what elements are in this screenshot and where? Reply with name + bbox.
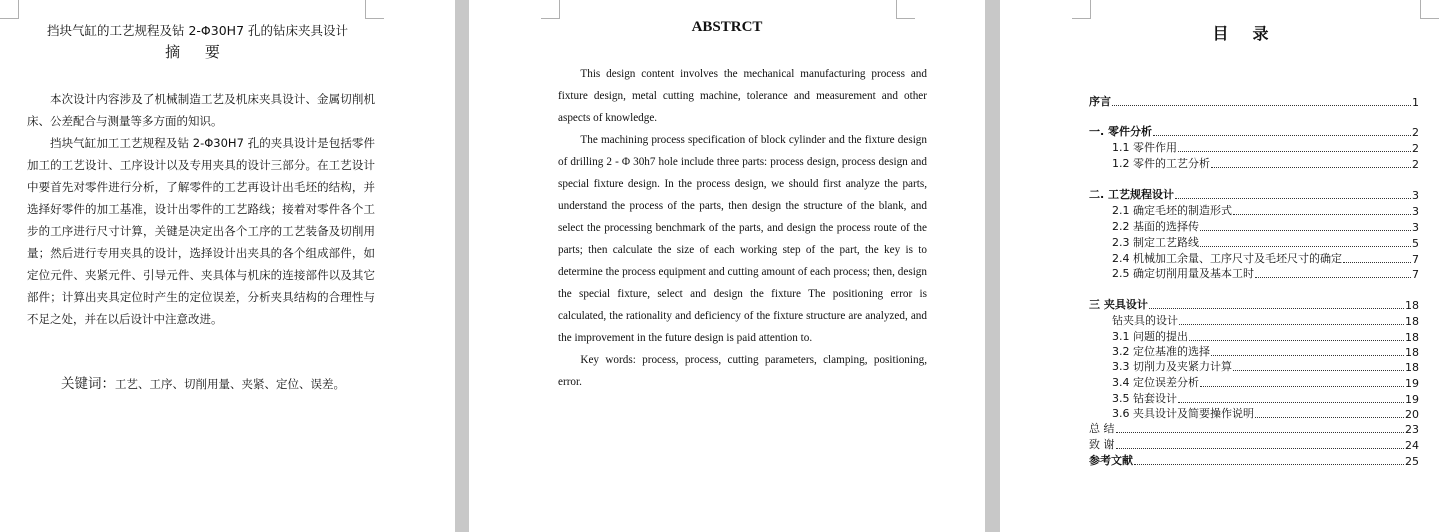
toc-entry[interactable]: 1.1 零件作用 2 — [1112, 141, 1419, 155]
abstract-heading: 摘 要 — [165, 43, 230, 61]
page-corner-mark — [896, 0, 915, 19]
abstract-paragraph: 本次设计内容涉及了机械制造工艺及机床夹具设计、金属切削机床、公差配合与测量等多方面的知识。 — [27, 92, 375, 128]
toc-entry[interactable]: 3.5 钻套设计 19 — [1112, 392, 1419, 406]
document-title: 挡块气缸的工艺规程及钻 2-Φ30H7 孔的钻床夹具设计 — [46, 23, 348, 38]
toc-entry[interactable]: 二. 工艺规程设计 3 — [1089, 188, 1419, 202]
document-page-1 — [0, 0, 455, 532]
toc-entry[interactable]: 3.6 夹具设计及简要操作说明 20 — [1112, 407, 1419, 421]
toc-entry[interactable]: 一. 零件分析 2 — [1089, 125, 1419, 139]
toc-entry[interactable]: 2.5 确定切削用量及基本工时 7 — [1112, 267, 1419, 281]
toc-heading: 目录 — [1212, 24, 1293, 43]
toc-entry[interactable]: 序言 1 — [1089, 95, 1419, 109]
abstract-en-keywords: Key words: process, process, cutting parameters, clamping, positioning, error. — [558, 354, 927, 388]
toc-entry[interactable]: 3.4 定位误差分析 19 — [1112, 376, 1419, 390]
page-corner-mark — [0, 0, 19, 19]
toc-entry[interactable]: 参考文献 25 — [1089, 454, 1419, 468]
keywords-text: 工艺、工序、切削用量、夹紧、定位、误差。 — [115, 377, 345, 391]
toc-entry[interactable]: 2.2 基面的选择传 3 — [1112, 220, 1419, 234]
toc-entry[interactable]: 3.3 切削力及夹紧力计算 18 — [1112, 360, 1419, 374]
document-page-2 — [469, 0, 985, 532]
abstract-en-body — [558, 63, 927, 393]
page-corner-mark — [1420, 0, 1439, 19]
toc-entry[interactable]: 3.2 定位基准的选择 18 — [1112, 345, 1419, 359]
abstract-paragraph: 挡块气缸加工工艺规程及钻 2-Φ30H7 孔的夹具设计是包括零件加工的工艺设计、工序设计以及专用夹具的设计三部分。在工艺设计中要首先对零件进行分析，了解零件的工艺再设计出毛坯的结构，并选择好零件的加工基准，设计出零件的工艺路线；接着对零件各个工步的工序进行尺寸计算，关键是决定出各个工序的工艺装备及切削用量；然后进行专用夹具的设计，选择设计出夹具的各个组成部件，如定位元件、夹紧元件、引导元件、夹具体与机床的连接部件以及其它部件；计算出夹具定位时产生的定位误差，分析夹具结构的合理性与不足之处，并在以后设计中注意改进。 — [27, 136, 375, 326]
toc-entry[interactable]: 3.1 问题的提出 18 — [1112, 330, 1419, 344]
toc-entry[interactable]: 2.1 确定毛坯的制造形式 3 — [1112, 204, 1419, 218]
page-corner-mark — [1072, 0, 1091, 19]
keywords-label: 关键词： — [61, 376, 115, 392]
toc-entry[interactable]: 钻夹具的设计 18 — [1112, 314, 1419, 328]
page-corner-mark — [365, 0, 384, 19]
toc-entry[interactable]: 2.4 机械加工余量、工序尺寸及毛坯尺寸的确定 7 — [1112, 252, 1419, 266]
abstract-en-paragraph: The machining process specification of block cylinder and the fixture design of drilling 2 - Φ 30h7 hole include three parts: process design, process design and special fixture design. In the process design, we should first analyze the parts, understand the process of the parts, then design the structure of the blank, and select the processing benchmark of the parts, and design the process route of the parts; then calculate the size of each working step of the part, the key is to determine the process equipment and cutting amount of each process; then, design the special fixture, select and design the fixture The positioning error is calculated, the rationality and deficiency of the fixture structure are analyzed, and the improvement in the future design is paid attention to. — [558, 134, 927, 344]
keywords-line — [61, 372, 345, 392]
abstract-en-heading: ABSTRCT — [691, 19, 763, 35]
toc-entry[interactable]: 2.3 制定工艺路线 5 — [1112, 236, 1419, 250]
toc-entry[interactable]: 总 结 23 — [1089, 422, 1419, 436]
toc-entry[interactable]: 1.2 零件的工艺分析 2 — [1112, 157, 1419, 171]
abstract-en-paragraph: This design content involves the mechanical manufacturing process and fixture design, metal cutting machine, tolerance and measurement and other aspects of knowledge. — [558, 68, 927, 124]
toc-entry[interactable]: 致 谢 24 — [1089, 438, 1419, 452]
toc-entry[interactable]: 三 夹具设计 18 — [1089, 298, 1419, 312]
document-page-3 — [1000, 0, 1455, 532]
abstract-body — [27, 88, 375, 330]
page-corner-mark — [541, 0, 560, 19]
